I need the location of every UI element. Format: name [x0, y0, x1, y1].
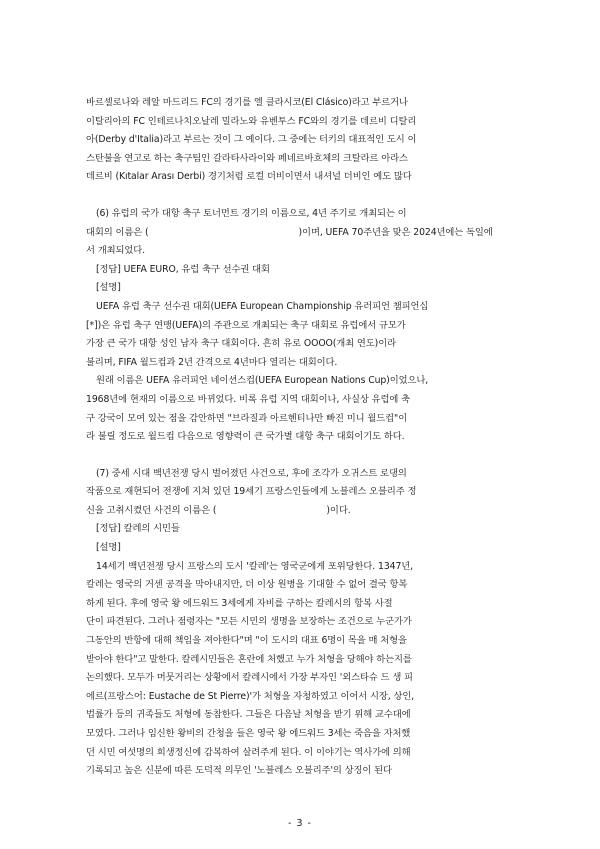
explanation-line: 법률가 등의 귀족들도 처형에 동참한다. 그들은 다음날 처형을 받기 위해 교수대에 — [86, 709, 411, 721]
question-line: (7) 중세 시대 백년전쟁 당시 벌어졌던 사건으로, 후에 조각가 오귀스트 로댕의 — [96, 467, 407, 479]
explanation-line: 논의했다. 모두가 머뭇거리는 상황에서 칼레시에서 가장 부자인 '외스타슈 드 생 피 — [86, 672, 413, 684]
answer-line: [정답] 칼레의 시민들 — [96, 523, 180, 535]
question-blank-line — [86, 224, 516, 243]
explanation-line: 기록되고 높은 신분에 따른 도덕적 의무인 '노블레스 오블리주'의 상징이 된다 — [86, 765, 392, 777]
explanation-line: 그동안의 반항에 대해 책임을 져야한다"며 "이 도시의 대표 6명이 목을 매 처형을 — [86, 635, 407, 647]
explanation-line: 구 강국이 모여 있는 점을 감안하면 "브라질과 아르헨티나만 빠진 미니 월드컵"이 — [86, 412, 408, 424]
explanation-line: 단이 파견된다. 그러나 점령자는 "모든 시민의 생명을 보장하는 조건으로 누군가가 — [86, 616, 412, 628]
text-line: 바르셀로나와 레알 마드리드 FC의 경기를 엘 클라시코(El Clásico)라고 부르거나 — [86, 97, 408, 108]
page-number: - 3 - — [288, 818, 312, 829]
explanation-line: 칼레는 영국의 거센 공격을 막아내지만, 더 이상 원병을 기대할 수 없어 결국 항복 — [86, 579, 408, 591]
explanation-line: 모였다. 그러나 임신한 왕비의 간청을 들은 영국 왕 에드워드 3세는 죽음을 자처했 — [86, 728, 411, 739]
question-text-pre: 신을 고취시켰던 사건의 이름은 ( — [86, 504, 217, 516]
explanation-line: 원래 이름은 UEFA 유러피언 네이션스컵(UEFA European Nations Cup)이었으나, — [96, 375, 429, 387]
explanation-label: [설명] — [96, 282, 121, 294]
answer-line: [정답] UEFA EURO, 유럽 축구 선수권 대회 — [96, 263, 270, 275]
explanation-line: 1968년에 현재의 이름으로 바뀌었다. 비록 유럽 지역 대회이나, 사실상 유럽에 축 — [86, 393, 410, 405]
text-line: 스탄불을 연고로 하는 축구팀인 갈라타사라이와 페네르바흐체의 크탈라르 아라스 — [86, 152, 408, 164]
explanation-line: [*])은 유럽 축구 연맹(UEFA)의 주관으로 개최되는 축구 대회로 유럽에서 규모가 — [86, 319, 406, 331]
question-line: 서 개최되었다. — [86, 245, 145, 257]
explanation-line: 받아야 한다"고 말한다. 칼레시민들은 혼란에 처했고 누가 처형을 당해야 하는지를 — [86, 653, 412, 665]
explanation-label: [설명] — [96, 542, 121, 554]
explanation-line: 불리며, FIFA 월드컵과 2년 간격으로 4년마다 열리는 대회이다. — [86, 356, 338, 368]
spacer — [86, 187, 516, 205]
question-6 — [86, 205, 516, 447]
explanation-line: 하게 된다. 후에 영국 왕 에드워드 3세에게 자비를 구하는 칼레시의 항복 사절 — [86, 597, 393, 609]
spacer — [86, 447, 516, 465]
explanation-line: 라 불릴 정도로 월드컵 다음으로 영향력이 큰 국가별 대항 축구 대회이기도 하다. — [86, 431, 405, 443]
text-line: 이탈리아의 FC 인테르나치오날레 밀라노와 유벤투스 FC와의 경기를 데르비 디탈리 — [86, 115, 417, 127]
explanation-line: 에르(프랑스어: Eustache de St Pierre)'가 처형을 자청하였고 이어서 시장, 상인, — [86, 690, 415, 702]
page-content — [86, 94, 516, 781]
question-line: (6) 유럽의 국가 대항 축구 토너먼트 경기의 이름으로, 4년 주기로 개최되는 이 — [96, 207, 407, 219]
text-line: 데르비 (Kıtalar Arası Derbi) 경기처럼 로컬 더비이면서 내셔널 더비인 예도 많다 — [86, 171, 412, 183]
question-blank-line — [86, 502, 516, 521]
question-7 — [86, 465, 516, 781]
question-text-post: )이며, UEFA 70주년을 맞은 2024년에는 독일에 — [298, 226, 493, 238]
question-line: 작품으로 재현되어 전쟁에 지쳐 있던 19세기 프랑스인들에게 노블레스 오블리주 정 — [86, 486, 417, 498]
explanation-line: UEFA 유럽 축구 선수권 대회(UEFA European Championship 유러피언 챔피언십 — [96, 300, 429, 312]
text-line: 아(Derby d'Italia)라고 부르는 것이 그 예이다. 그 중에는 터키의 대표적인 도시 이 — [86, 134, 417, 146]
question-text-pre: 대회의 이름은 ( — [86, 226, 149, 238]
explanation-line: 가장 큰 국가 대항 성인 남자 축구 대회이다. 흔히 유로 OOOO(개최 연도)이라 — [86, 338, 396, 350]
question-text-post: )이다. — [326, 504, 351, 516]
explanation-line: 던 시민 여섯명의 희생정신에 감복하여 살려주게 된다. 이 이야기는 역사가에 의해 — [86, 746, 411, 758]
explanation-line: 14세기 백년전쟁 당시 프랑스의 도시 '칼레'는 영국군에게 포위당한다. 1347년, — [96, 560, 414, 572]
intro-paragraph — [86, 94, 516, 187]
